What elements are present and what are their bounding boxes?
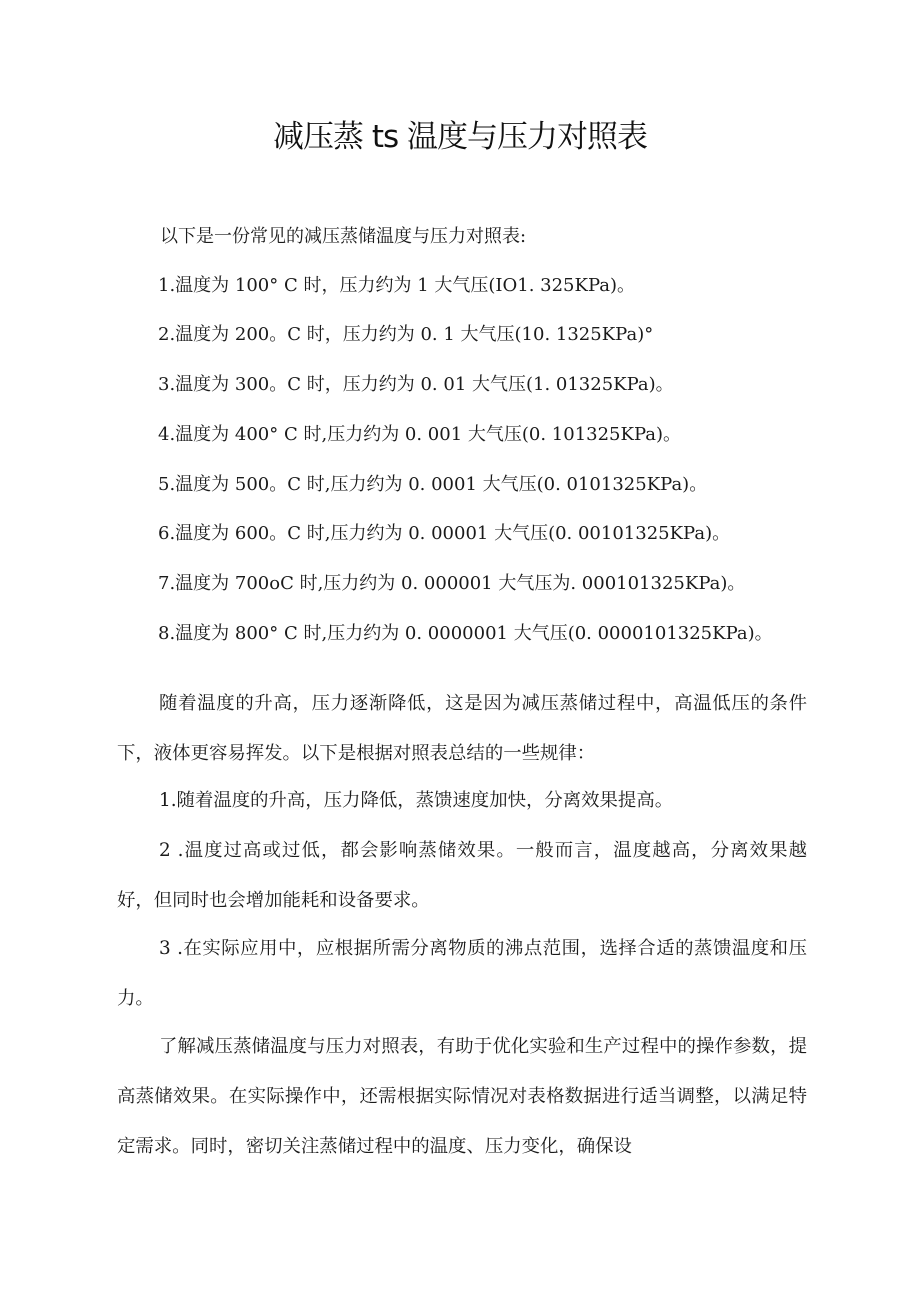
list-item: 1.温度为 100° C 时，压力约为 1 大气压(IO1. 325KPa)。 [158,275,636,296]
rule-item: 1.随着温度的升高，压力降低，蒸馈速度加快，分离效果提高。 [159,790,674,811]
list-item: 7.温度为 700oC 时,压力约为 0. 000001 大气压为. 000101325KPa)。 [158,573,746,594]
rule-item: 3 .在实际应用中，应根据所需分离物质的沸点范围，选择合适的蒸馈温度和压力。 [117,938,807,1009]
closing-paragraph: 了解减压蒸储温度与压力对照表，有助于优化实验和生产过程中的操作参数，提高蒸储效果。在实际操作中，还需根据实际情况对表格数据进行适当调整，以满足特定需求。同时，密切关注蒸储过程中的温度、压力变化，确保设 [117,1036,807,1157]
list-item: 8.温度为 800° C 时,压力约为 0. 0000001 大气压(0. 0000101325KPa)。 [158,623,773,644]
list-item: 2.温度为 200。C 时，压力约为 0. 1 大气压(10. 1325KPa)° [158,324,654,345]
list-item: 5.温度为 500。C 时,压力约为 0. 0001 大气压(0. 0101325KPa)。 [158,474,708,495]
rule-item: 2 .温度过高或过低，都会影响蒸储效果。一般而言，温度越高，分离效果越好，但同时也会增加能耗和设备要求。 [117,840,807,911]
intro-text: 以下是一份常见的减压蒸储温度与压力对照表: [160,226,527,247]
list-item: 3.温度为 300。C 时，压力约为 0. 01 大气压(1. 01325KPa)。 [158,374,674,395]
list-item: 4.温度为 400° C 时,压力约为 0. 001 大气压(0. 101325KPa)。 [158,424,682,445]
list-item: 6.温度为 600。C 时,压力约为 0. 00001 大气压(0. 00101325KPa)。 [158,523,731,544]
document-title: 减压蒸 ts 温度与压力对照表 [272,119,647,155]
body-paragraph: 随着温度的升高，压力逐渐降低，这是因为减压蒸储过程中，高温低压的条件下，液体更容易挥发。以下是根据对照表总结的一些规律： [117,693,807,764]
